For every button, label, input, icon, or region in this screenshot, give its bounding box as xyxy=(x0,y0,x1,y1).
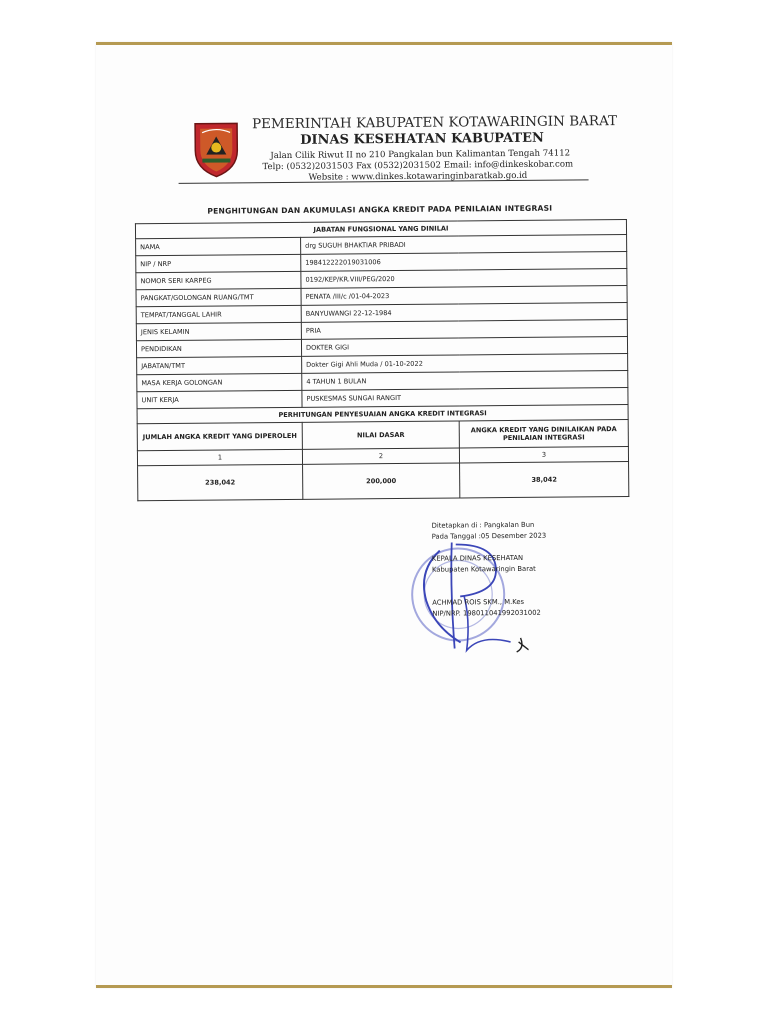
row-value: BANYUWANGI 22-12-1984 xyxy=(301,302,627,322)
column-header: NILAI DASAR xyxy=(302,421,459,449)
letterhead-agency: DINAS KESEHATAN KABUPATEN xyxy=(300,130,544,148)
row-value: PENATA /III/c /01-04-2023 xyxy=(301,285,627,305)
row-value: DOKTER GIGI xyxy=(301,336,627,356)
base-value: 200,000 xyxy=(303,463,460,499)
result-row xyxy=(138,461,629,500)
row-value: 4 TAHUN 1 BULAN xyxy=(302,370,628,390)
column-header: ANGKA KREDIT YANG DINILAIKAN PADA PENILAIAN INTEGRASI xyxy=(459,419,628,447)
column-number: 2 xyxy=(302,448,459,464)
row-label: NOMOR SERI KARPEG xyxy=(136,271,301,289)
document-sheet xyxy=(96,42,672,988)
column-number: 1 xyxy=(137,449,302,465)
regency-logo-icon xyxy=(192,120,241,178)
row-label: NAMA xyxy=(136,237,301,255)
row-label: JENIS KELAMIN xyxy=(136,322,301,340)
row-value: PUSKESMAS SUNGAI RANGIT xyxy=(302,387,628,407)
signature-date: Pada Tanggal :05 Desember 2023 xyxy=(431,531,547,541)
letterhead-contact: Telp: (0532)2031503 Fax (0532)2031502 Email: info@dinkeskobar.com xyxy=(262,159,574,173)
signature-office: KEPALA DINAS KESEHATAN xyxy=(431,553,524,563)
credit-table xyxy=(135,219,629,501)
column-number: 3 xyxy=(459,446,628,462)
row-label: JABATAN/TMT xyxy=(137,356,302,374)
row-value: drg SUGUH BHAKTIAR PRIBADI xyxy=(301,234,627,254)
document-title: PENGHITUNGAN DAN AKUMULASI ANGKA KREDIT PADA PENILAIAN INTEGRASI xyxy=(207,203,553,216)
signature-region: Kabupaten Kotawaringin Barat xyxy=(431,564,536,574)
integrated-credit-value: 38,042 xyxy=(460,461,629,497)
row-value: 198412222019031006 xyxy=(301,251,627,271)
row-label: PENDIDIKAN xyxy=(136,339,301,357)
row-label: UNIT KERJA xyxy=(137,390,302,408)
column-header: JUMLAH ANGKA KREDIT YANG DIPEROLEH xyxy=(137,422,302,450)
letterhead-website: Website : www.dinkes.kotawaringinbaratkab.go.id xyxy=(308,170,528,183)
signer-nip: NIP/NRP. 198011041992031002 xyxy=(432,608,541,618)
row-value: Dokter Gigi Ahli Muda / 01-10-2022 xyxy=(302,353,628,373)
section-header-calculation: PERHITUNGAN PENYESUAIAN ANGKA KREDIT INTEGRASI xyxy=(137,404,628,423)
signature-block xyxy=(432,520,547,620)
row-value: 0192/KEP/KR.VIII/PEG/2020 xyxy=(301,268,627,288)
section-header-position: JABATAN FUNGSIONAL YANG DINILAI xyxy=(135,219,626,238)
column-header-row xyxy=(137,419,628,450)
letterhead xyxy=(251,113,618,183)
letterhead-address: Jalan Cilik Riwut II no 210 Pangkalan bun Kalimantan Tengah 74112 xyxy=(270,148,571,162)
row-label: MASA KERJA GOLONGAN xyxy=(137,373,302,391)
row-label: TEMPAT/TANGGAL LAHIR xyxy=(136,305,301,323)
row-label: NIP / NRP xyxy=(136,254,301,272)
signer-name: ACHMAD ROIS SKM., M.Kes xyxy=(432,597,525,607)
row-label: PANGKAT/GOLONGAN RUANG/TMT xyxy=(136,288,301,306)
document-content xyxy=(93,43,677,988)
letterhead-government: PEMERINTAH KABUPATEN KOTAWARINGIN BARAT xyxy=(251,113,618,133)
signature-place: Ditetapkan di : Pangkalan Bun xyxy=(431,520,535,530)
row-value: PRIA xyxy=(301,319,627,339)
total-credit-value: 238,042 xyxy=(138,464,303,500)
